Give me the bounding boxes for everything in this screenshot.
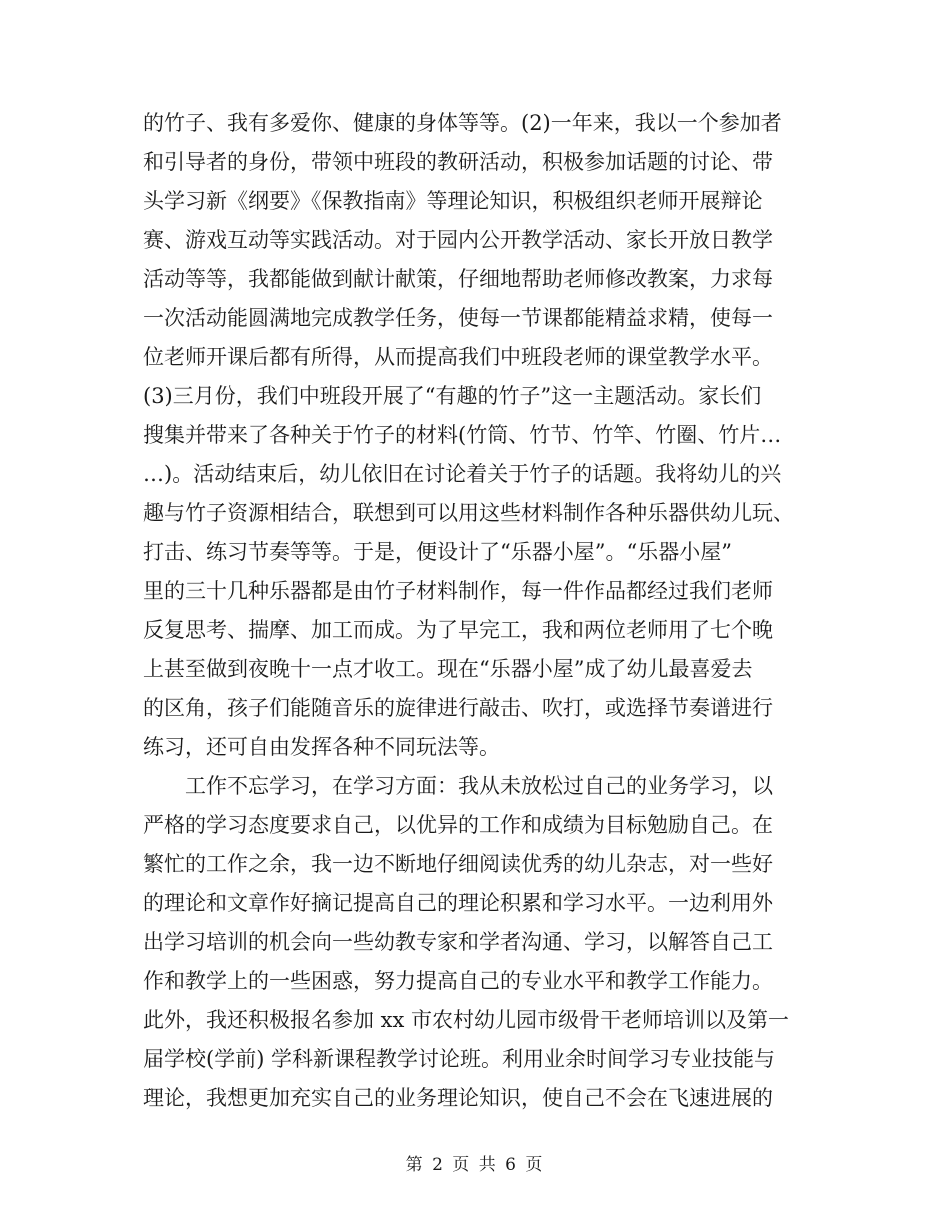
text-line: 繁忙的工作之余，我一边不断地仔细阅读优秀的幼儿杂志，对一些好	[143, 852, 773, 876]
text-line: 头学习新《纲要》《保教指南》等理论知识，积极组织老师开展辩论	[143, 189, 763, 213]
text-line: (3)三月份，我们中班段开展了“有趣的竹子”这一主题活动。家长们	[143, 384, 762, 408]
text-line: 里的三十几种乐器都是由竹子材料制作，每一件作品都经过我们老师	[143, 579, 773, 603]
text-line: 练习，还可自由发挥各种不同玩法等。	[143, 735, 500, 759]
paragraph-2	[143, 767, 803, 1118]
text-line: 一次活动能圆满地完成教学任务，使每一节课都能精益求精，使每一	[143, 306, 773, 330]
text-line: 上甚至做到夜晚十一点才收工。现在“乐器小屋”成了幼儿最喜爱去	[143, 657, 753, 681]
text-line-indented: 工作不忘学习，在学习方面：我从未放松过自己的业务学习，以	[185, 774, 773, 798]
text-line: 趣与竹子资源相结合，联想到可以用这些材料制作各种乐器供幼儿玩、	[143, 501, 794, 525]
text-line: 活动等等，我都能做到献计献策，仔细地帮助老师修改教案，力求每	[143, 267, 773, 291]
text-line: 作和教学上的一些困惑，努力提高自己的专业水平和教学工作能力。	[143, 969, 773, 993]
text-line: 搜集并带来了各种关于竹子的材料(竹筒、竹节、竹竿、竹圈、竹片…	[143, 423, 782, 447]
text-line: 严格的学习态度要求自己，以优异的工作和成绩为目标勉励自己。在	[143, 813, 773, 837]
page-number-footer: 第 2 页 共 6 页	[405, 1155, 545, 1175]
body-text	[143, 104, 803, 1118]
text-line: 的区角，孩子们能随音乐的旋律进行敲击、吹打，或选择节奏谱进行	[143, 696, 773, 720]
text-line: 赛、游戏互动等实践活动。对于园内公开教学活动、家长开放日教学	[143, 228, 773, 252]
text-line: 出学习培训的机会向一些幼教专家和学者沟通、学习，以解答自己工	[143, 930, 773, 954]
text-line: 此外，我还积极报名参加 xx 市农村幼儿园市级骨干老师培训以及第一	[143, 1008, 790, 1032]
text-line: …)。活动结束后，幼儿依旧在讨论着关于竹子的话题。我将幼儿的兴	[143, 462, 782, 486]
text-line: 届学校(学前) 学科新课程教学讨论班。利用业余时间学习专业技能与	[143, 1047, 776, 1071]
paragraph-1	[143, 104, 803, 767]
text-line: 的理论和文章作好摘记提高自己的理论积累和学习水平。一边利用外	[143, 891, 773, 915]
text-line: 位老师开课后都有所得，从而提高我们中班段老师的课堂教学水平。	[143, 345, 773, 369]
text-line: 反复思考、揣摩、加工而成。为了早完工，我和两位老师用了七个晚	[143, 618, 773, 642]
text-line: 理论，我想更加充实自己的业务理论知识，使自己不会在飞速进展的	[143, 1086, 773, 1110]
text-line: 和引导者的身份，带领中班段的教研活动，积极参加话题的讨论、带	[143, 150, 773, 174]
text-line: 打击、练习节奏等等。于是，便设计了“乐器小屋”。“乐器小屋”	[143, 540, 732, 564]
text-line: 的竹子、我有多爱你、健康的身体等等。(2)一年来，我以一个参加者	[143, 111, 782, 135]
